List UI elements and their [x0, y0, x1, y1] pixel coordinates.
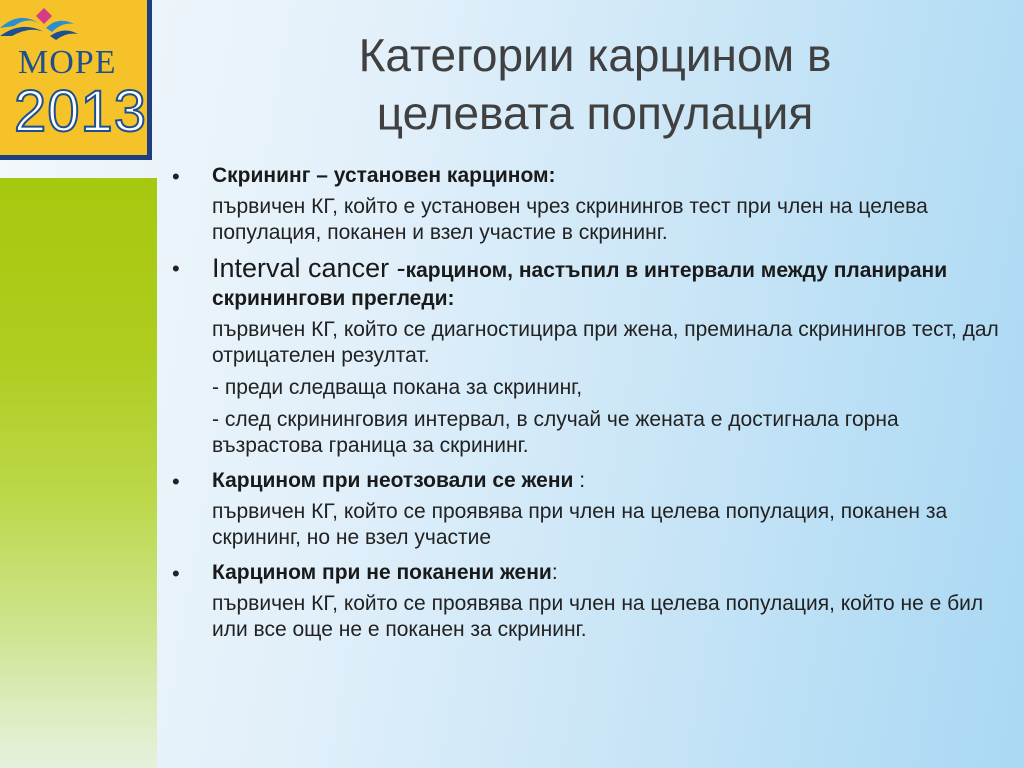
bullet-detail: първичен КГ, който се проявява при член на целева популация, поканен за скрининг, но не взел участие	[212, 500, 948, 549]
bullet-heading-english: Interval cancer -	[212, 253, 406, 283]
bullet-item	[170, 559, 1010, 587]
bullet-heading	[212, 559, 1010, 587]
bullet-heading	[212, 467, 1010, 495]
bullet-item	[170, 254, 1010, 313]
bullet-icon: •	[172, 561, 180, 586]
bullet-heading-text: Карцином при не поканени жени	[212, 561, 552, 584]
slide-title-line-1: Категории карцином в	[358, 29, 832, 81]
bullet-detail: първичен КГ, който се диагностицира при жена, преминала скринингов тест, дал отрицателен резултат.	[212, 318, 999, 367]
decorative-green-strip	[0, 178, 157, 768]
slide-title-line-2: целевата популация	[376, 87, 814, 139]
logo-year: 2013	[14, 79, 148, 144]
bullet-detail: - след скрининговия интервал, в случай че жената е достигнала горна възрастова граница за скрининг.	[212, 408, 899, 457]
bullet-heading-text: Скрининг – установен карцином:	[212, 164, 556, 187]
bullet-heading-text: карцином, настъпил в интервали между планирани скринингови прегледи:	[212, 259, 948, 310]
bullet-heading-suffix: :	[551, 561, 558, 584]
bullet-icon: •	[172, 469, 180, 494]
bullet-item	[170, 467, 1010, 495]
slide-title	[235, 26, 955, 142]
bullet-detail: първичен КГ, който е установен чрез скринингов тест при член на целева популация, поканен и взел участие в скрининг.	[212, 195, 928, 244]
bullet-heading-suffix: :	[573, 469, 586, 492]
logo-wave-icon	[0, 6, 140, 46]
bullet-item	[170, 162, 1010, 190]
bullet-heading-text: Карцином при неотзовали се жени	[212, 469, 574, 492]
conference-logo	[0, 0, 152, 160]
slide-body	[170, 160, 1010, 643]
bullet-icon: •	[172, 164, 180, 189]
bullet-heading	[212, 254, 1010, 313]
bullet-detail: първичен КГ, който се проявява при член на целева популация, който не е бил или все още не е поканен за скрининг.	[212, 592, 984, 641]
bullet-detail: - преди следваща покана за скрининг,	[212, 376, 583, 399]
logo-word: МОРЕ	[18, 44, 117, 81]
bullet-heading	[212, 162, 1010, 190]
bullet-icon: •	[172, 256, 180, 281]
